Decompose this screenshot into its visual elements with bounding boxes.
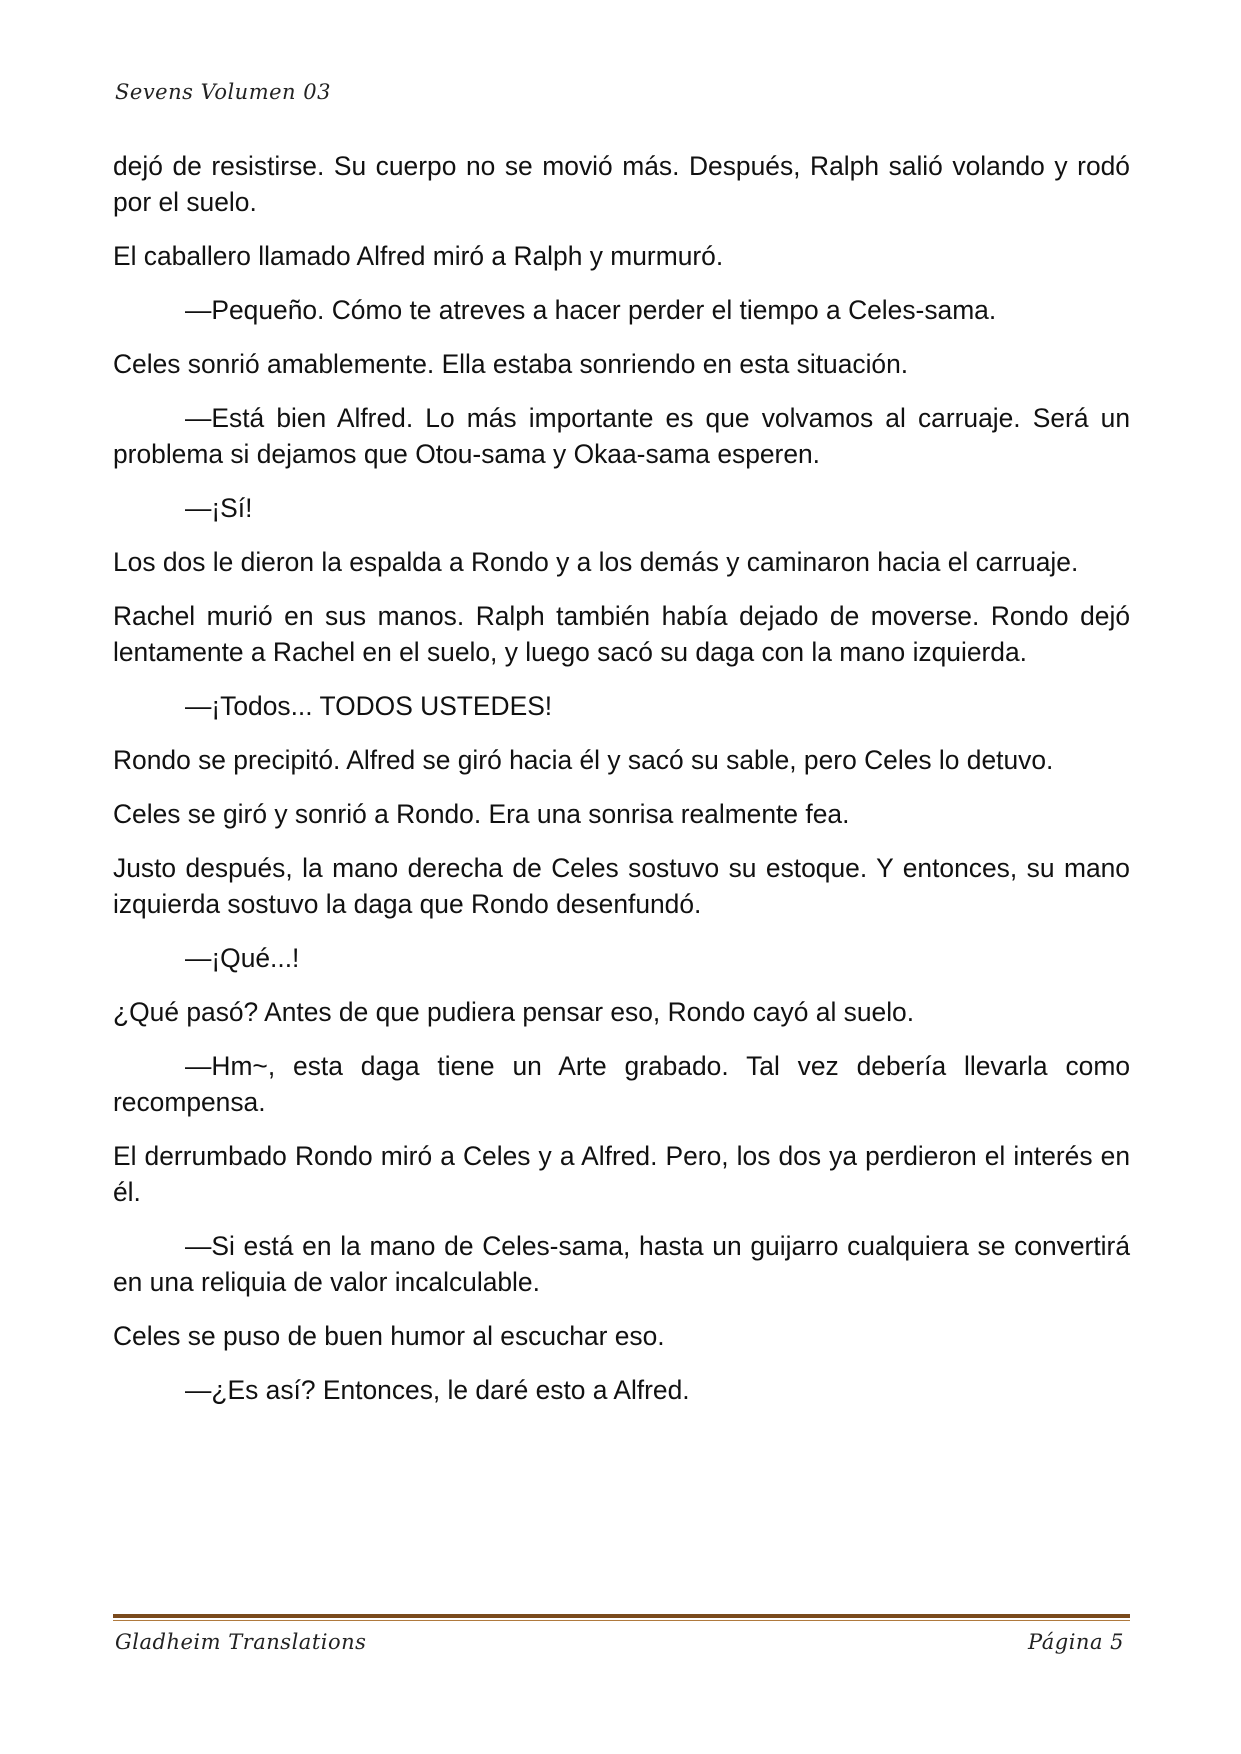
narration-paragraph: ¿Qué pasó? Antes de que pudiera pensar eso, Rondo cayó al suelo. [113, 997, 915, 1027]
page-body [113, 148, 1130, 1426]
footer-divider-thick [113, 1614, 1130, 1618]
narration-paragraph: Celes sonrió amablemente. Ella estaba sonriendo en esta situación. [113, 349, 909, 379]
footer-divider [113, 1614, 1130, 1621]
narration-paragraph: dejó de resistirse. Su cuerpo no se movió más. Después, Ralph salió volando y rodó por el suelo. [113, 151, 1130, 217]
dialog-paragraph: —¡Sí! [185, 493, 253, 523]
narration-paragraph: Los dos le dieron la espalda a Rondo y a los demás y caminaron hacia el carruaje. [113, 547, 1079, 577]
narration-paragraph: Rondo se precipitó. Alfred se giró hacia él y sacó su sable, pero Celes lo detuvo. [113, 745, 1054, 775]
narration-paragraph: Justo después, la mano derecha de Celes sostuvo su estoque. Y entonces, su mano izquierda sostuvo la daga que Rondo desenfundó. [113, 853, 1130, 919]
dialog-paragraph: —Si está en la mano de Celes-sama, hasta un guijarro cualquiera se convertirá en una reliquia de valor incalculable. [113, 1231, 1130, 1297]
narration-paragraph: El derrumbado Rondo miró a Celes y a Alfred. Pero, los dos ya perdieron el interés en él. [113, 1141, 1130, 1207]
footer-page-number: Página 5 [1028, 1630, 1124, 1654]
dialog-paragraph: —¡Todos... TODOS USTEDES! [185, 691, 553, 721]
dialog-paragraph: —Está bien Alfred. Lo más importante es que volvamos al carruaje. Será un problema si dejamos que Otou-sama y Okaa-sama esperen. [113, 403, 1130, 469]
narration-paragraph: Celes se giró y sonrió a Rondo. Era una sonrisa realmente fea. [113, 799, 850, 829]
narration-paragraph: Celes se puso de buen humor al escuchar eso. [113, 1321, 665, 1351]
narration-paragraph: El caballero llamado Alfred miró a Ralph y murmuró. [113, 241, 724, 271]
dialog-paragraph: —Hm~, esta daga tiene un Arte grabado. Tal vez debería llevarla como recompensa. [113, 1051, 1130, 1117]
dialog-paragraph: —¿Es así? Entonces, le daré esto a Alfred. [185, 1375, 690, 1405]
footer-divider-thin [113, 1620, 1130, 1621]
page-header-title: Sevens Volumen 03 [115, 80, 331, 104]
dialog-paragraph: —Pequeño. Cómo te atreves a hacer perder el tiempo a Celes-sama. [185, 295, 997, 325]
narration-paragraph: Rachel murió en sus manos. Ralph también había dejado de moverse. Rondo dejó lentamente a Rachel en el suelo, y luego sacó su daga con la mano izquierda. [113, 601, 1130, 667]
footer-translator-name: Gladheim Translations [115, 1630, 367, 1654]
dialog-paragraph: —¡Qué...! [185, 943, 300, 973]
